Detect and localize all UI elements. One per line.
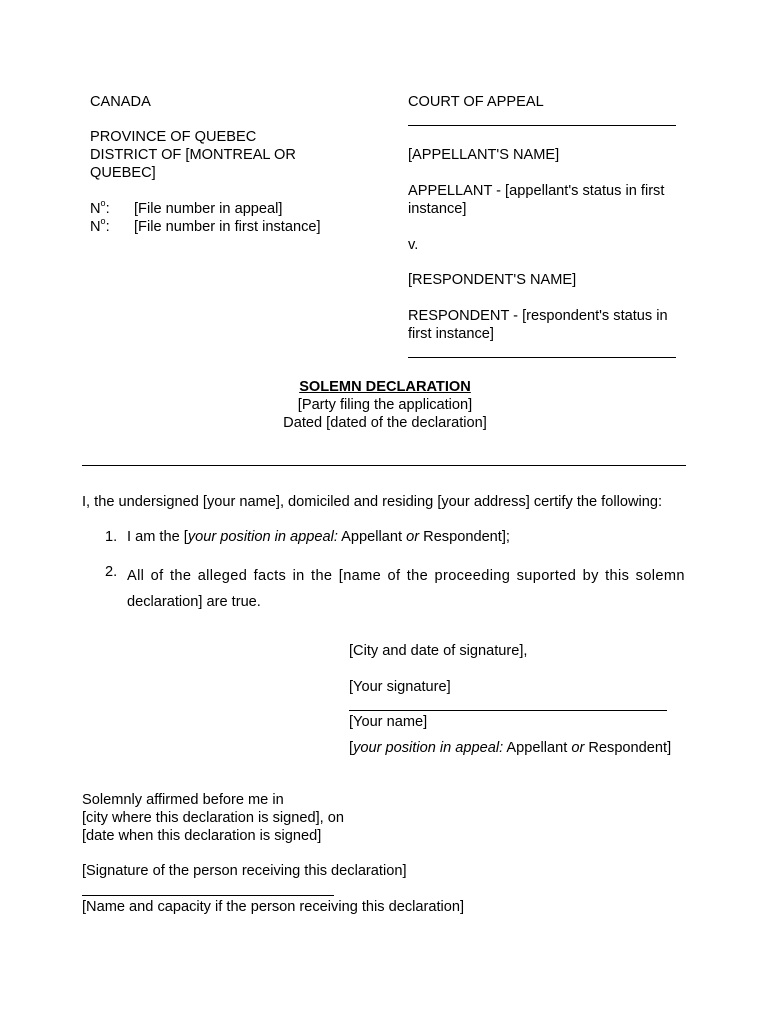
declaration-item-1-number: 1.: [105, 529, 118, 545]
italic-text: or: [571, 740, 585, 756]
appellant-status-line: APPELLANT - [appellant's status in first: [408, 183, 665, 199]
province-line: PROVINCE OF QUEBEC: [90, 129, 257, 145]
receiver-name-label: [Name and capacity if the person receiving this declaration]: [82, 899, 465, 915]
italic-text: your position in appeal:: [187, 529, 338, 545]
city-date-signature: [City and date of signature],: [349, 643, 528, 659]
affirmation-date: [date when this declaration is signed]: [82, 828, 322, 844]
declaration-item-2: [127, 563, 688, 615]
file-number-first-instance: [File number in first instance]: [134, 219, 321, 235]
file-number-first-row: [90, 218, 110, 236]
receiver-signature-label: [Signature of the person receiving this declaration]: [82, 863, 407, 879]
province-district-block: [90, 128, 296, 182]
appellant-status: [408, 182, 682, 218]
file-number-appeal: [File number in appeal]: [134, 201, 283, 217]
italic-text: your position in appeal:: [353, 740, 504, 756]
affirmation-block: [82, 791, 344, 845]
declaration-item-2-line: All of the alleged facts in the [name of the proceeding suported by this solemn: [127, 568, 685, 584]
your-position-label: [your position in appeal: Appellant or Respondent]: [349, 740, 672, 756]
party-filing: [Party filing the application]: [297, 397, 473, 413]
document-title: SOLEMN DECLARATION: [299, 379, 471, 395]
receiver-signature-line: [82, 895, 334, 896]
affirmation-line: Solemnly affirmed before me in: [82, 792, 284, 808]
respondent-status: [408, 307, 682, 343]
affirmation-city: [city where this declaration is signed], on: [82, 810, 345, 826]
declaration-item-2-number: 2.: [105, 564, 118, 580]
title-block: [185, 378, 585, 432]
number-label: $N^o$:: [90, 198, 110, 217]
versus-label: v.: [408, 237, 419, 253]
your-name-label: [Your name]: [349, 714, 428, 730]
appellant-name: [APPELLANT'S NAME]: [408, 147, 560, 163]
appellant-status-line: instance]: [408, 201, 467, 217]
country-label: CANADA: [90, 94, 151, 110]
signature-line: [349, 710, 667, 711]
italic-text: or: [406, 529, 420, 545]
declaration-item-1: I am the [your position in appeal: Appellant or Respondent];: [127, 529, 510, 545]
file-number-appeal-row: [90, 200, 110, 218]
declaration-item-2-line: declaration] are true.: [127, 594, 261, 610]
declaration-intro: I, the undersigned [your name], domiciled and residing [your address] certify the following:: [82, 494, 663, 510]
number-label: $N^o$:: [90, 216, 110, 235]
district-line: DISTRICT OF [MONTREAL OR: [90, 147, 296, 163]
respondent-name: [RESPONDENT'S NAME]: [408, 272, 577, 288]
section-divider: [82, 465, 686, 466]
district-line-cont: QUEBEC]: [90, 165, 156, 181]
respondent-underline: [408, 357, 676, 358]
signature-label: [Your signature]: [349, 679, 451, 695]
respondent-status-line: first instance]: [408, 326, 494, 342]
court-label: COURT OF APPEAL: [408, 94, 544, 110]
dated-line: Dated [dated of the declaration]: [283, 415, 487, 431]
respondent-status-line: RESPONDENT - [respondent's status in: [408, 308, 668, 324]
court-underline: [408, 125, 676, 126]
